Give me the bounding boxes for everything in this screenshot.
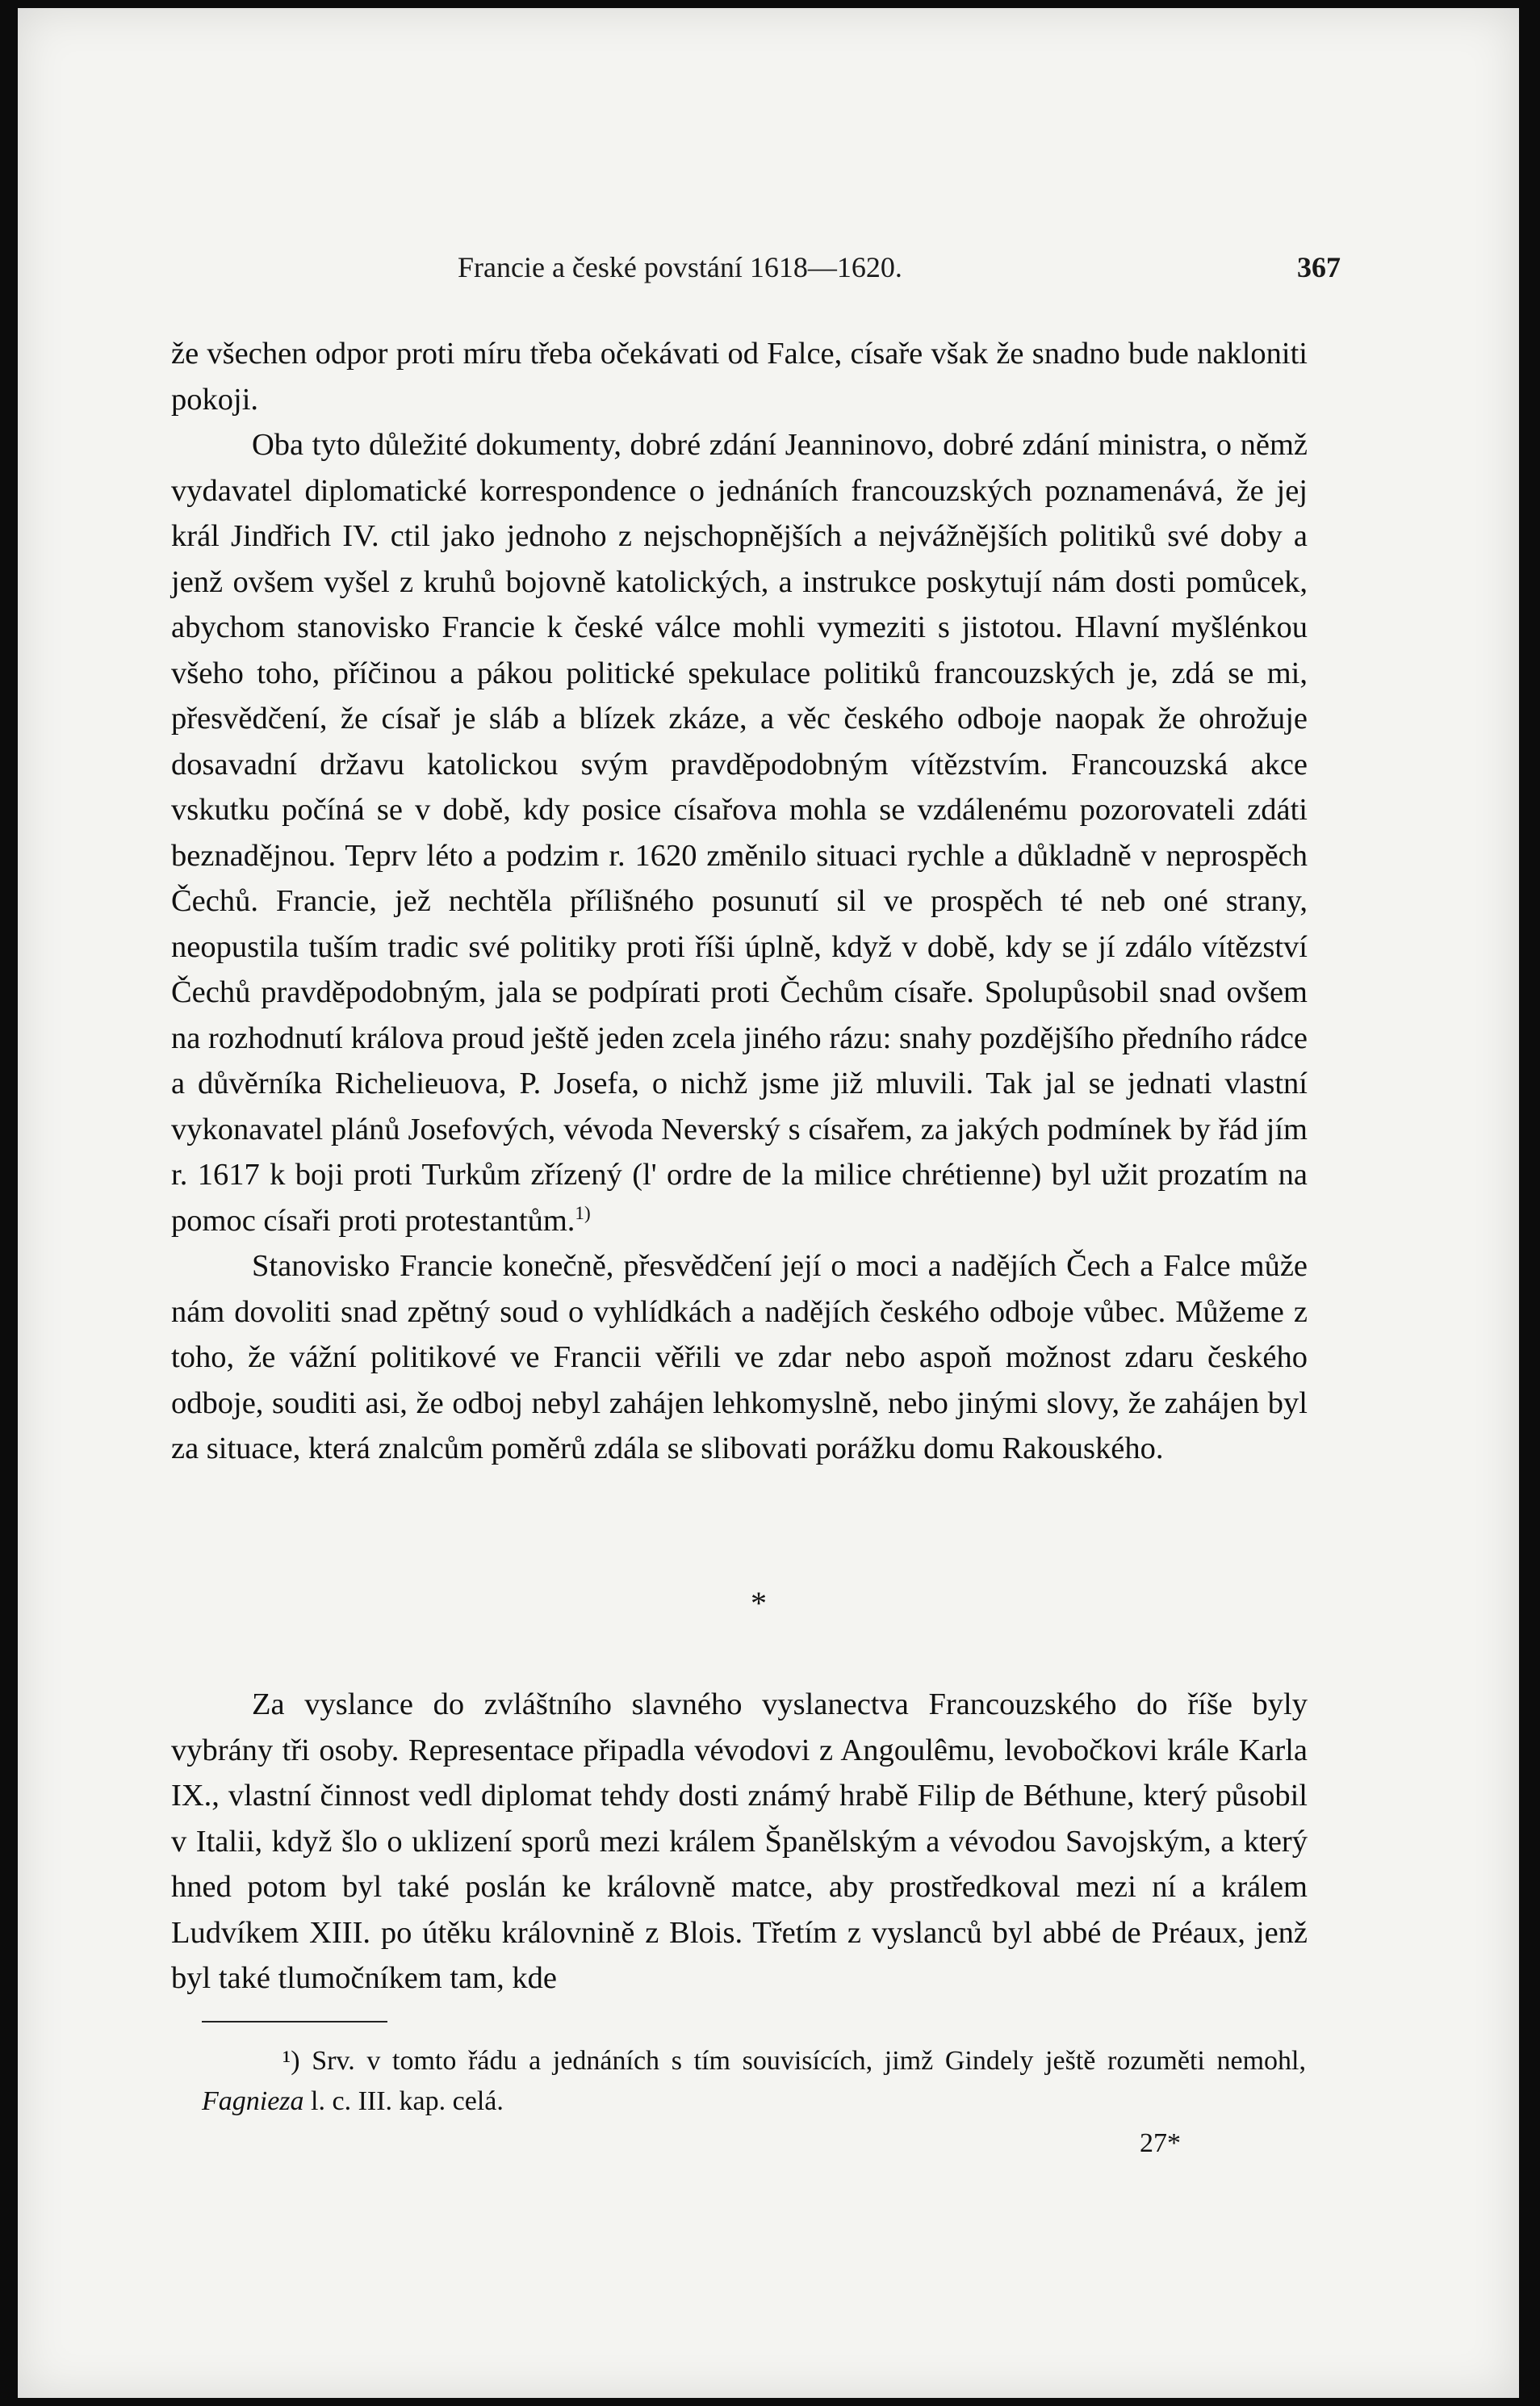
main-text [171,331,1308,1472]
paragraph-2-text: Oba tyto důležité dokumenty, dobré zdání Jeanninovo, dobré zdání ministra, o němž vydavatel diplomatické korrespondence o jednáních francouzských poznamenává, že jej král Jindřich IV. ctil jako jednoho z nejschopnějších a nejvážnějších politiků své doby a jenž ovšem vyšel z kruhů bojovně katolických, a instrukce poskytují nám dosti pomůcek, abychom stanovisko Francie k české válce mohli vymeziti s jistotou. Hlavní myšlénkou všeho toho, příčinou a pákou politické spekulace politiků francouzských je, zdá se mi, přesvědčení, že císař je sláb a blízek zkáze, a věc českého odboje naopak že ohrožuje dosavadní državu katolickou svým pravděpodobným vítězstvím. Francouzská akce vskutku počíná se v době, kdy posice císařova mohla se vzdálenému pozorovateli zdáti beznadějnou. Teprv léto a podzim r. 1620 změnilo situaci rychle a důkladně v neprospěch Čechů. Francie, jež nechtěla přílišného posunutí sil ve prospěch té neb oné strany, neopustila tuším tradic své politiky proti říši úplně, když v době, kdy se jí zdálo vítězství Čechů pravděpodobným, jala se podpírati proti Čechům císaře. Spolupůsobil snad ovšem na rozhodnutí králova proud ještě jeden zcela jiného rázu: snahy pozdějšího předního rádce a důvěrníka Richelieuova, P. Josefa, o nichž jsme již mluvili. Tak jal se jednati vlastní vykonavatel plánů Josefových, vévoda Neverský s císařem, za jakých podmínek by řád jím r. 1617 k boji proti Turkům zřízený (l' ordre de la milice chrétienne) byl užit prozatím na pomoc císaři proti protestantům. [171,428,1308,1238]
section-separator: * [751,1585,767,1621]
section-2-text [171,1682,1308,2002]
paragraph-2 [171,422,1308,1243]
paragraph-1: že všechen odpor proti míru třeba očekávati od Falce, císaře však že snadno bude nakloniti pokoji. [171,337,1308,417]
paragraph-4: Za vyslance do zvláštního slavného vyslanectva Francouzského do říše byly vybrány tři osoby. Representace připadla vévodovi z Angoulêmu, levobočkovi krále Karla IX., vlastní činnost vedl diplomat tehdy dosti známý hrabě Filip de Béthune, který působil v Italii, když šlo o uklizení sporů mezi králem Španělským a vévodou Savojským, a který hned potom byl také poslán ke královně matce, aby prostředkoval mezi ní a králem Ludvíkem XIII. po útěku královnině z Blois. Třetím z vyslanců byl abbé de Préaux, jenž byl také tlumočníkem tam, kde [171,1687,1308,1995]
footnote [202,2041,1306,2122]
footnote-italic-ref: Fagnieza [202,2086,304,2116]
running-head-title: Francie a české povstání 1618—1620. [458,251,902,283]
footnote-reference[interactable]: 1) [575,1201,591,1223]
footnote-rule [202,2021,387,2022]
page [18,8,1519,2398]
signature-mark: 27* [1140,2128,1181,2158]
page-number: 367 [1297,251,1341,283]
footnote-marker: ¹) [282,2046,300,2076]
paragraph-3: Stanovisko Francie konečně, přesvědčení její o moci a nadějích Čech a Falce může nám dovoliti snad zpětný soud o vyhlídkách a nadějích českého odboje vůbec. Můžeme z toho, že vážní politikové ve Francii věřili ve zdar nebo aspoň možnost zdaru českého odboje, souditi asi, že odboj nebyl zahájen lehkomyslně, nebo jinými slovy, že zahájen byl za situace, která znalcům poměrů zdála se slibovati porážku domu Rakouského. [171,1249,1308,1465]
footnote-text: Srv. v tomto řádu a jednáních s tím souvisících, jimž Gindely ještě rozuměti nemohl, [312,2046,1307,2076]
footnote-text-end: l. c. III. kap. celá. [311,2086,504,2116]
